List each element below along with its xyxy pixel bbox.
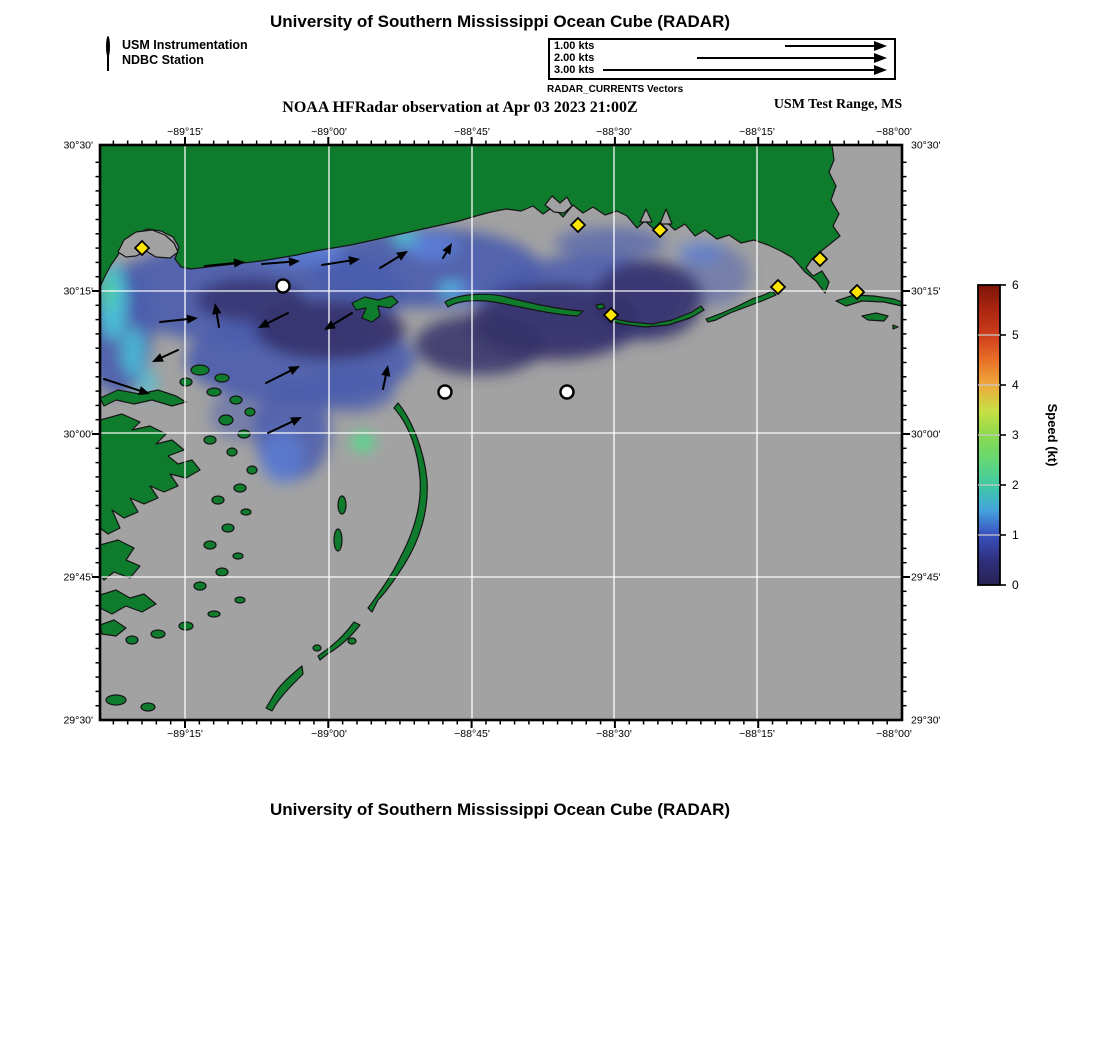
lat-tick-label: 30°00' — [63, 428, 93, 441]
lon-tick-label: −89°15' — [167, 728, 203, 740]
lat-tick-label: 29°45' — [63, 571, 93, 584]
ship-island-dot — [596, 304, 605, 309]
lat-tick-label: 30°30' — [63, 139, 93, 152]
speed-blob — [440, 283, 460, 295]
vector-scale-row-2 — [550, 52, 894, 64]
colorbar-tick-label: 1 — [1012, 528, 1019, 542]
usm-station-marker — [277, 280, 290, 293]
page-title: University of Southern Mississippi Ocean Cube (RADAR) — [269, 12, 731, 31]
legend-item-usm — [105, 37, 248, 52]
lon-tick-label: −89°00' — [311, 126, 347, 138]
islet — [338, 496, 346, 514]
scale-arrow-shaft — [697, 57, 874, 59]
islet — [348, 638, 356, 644]
bottom-page-title: University of Southern Mississippi Ocean Cube (RADAR) — [269, 800, 731, 819]
vector-scale-row-1 — [550, 40, 894, 52]
usm-instrumentation-icon — [105, 38, 118, 51]
observation-subtitle: NOAA HFRadar observation at Apr 03 2023 21:00Z — [282, 99, 638, 116]
islet — [334, 529, 342, 551]
vector-scale-label: 2.00 kts — [554, 52, 595, 64]
legend-label: NDBC Station — [122, 52, 204, 67]
vector-scale-caption: RADAR_CURRENTS Vectors — [547, 84, 684, 95]
lat-tick-label: 30°30' — [911, 139, 941, 152]
colorbar-axis-label: Speed (kt) — [1045, 403, 1060, 467]
lat-tick-label: 30°15' — [63, 285, 93, 298]
map-legend — [105, 37, 248, 67]
colorbar-tick-label: 0 — [1012, 578, 1019, 592]
lon-tick-label: −88°45' — [454, 126, 490, 138]
speed-blob — [260, 432, 304, 484]
speed-blob — [121, 327, 145, 377]
scale-arrow-head-icon — [874, 65, 887, 75]
colorbar-tick-label: 6 — [1012, 278, 1019, 292]
lat-tick-label: 30°00' — [911, 428, 941, 441]
speed-blob — [555, 227, 665, 259]
colorbar-tick-label: 3 — [1012, 428, 1019, 442]
lon-tick-label: −88°30' — [596, 126, 632, 138]
colorbar-tick-label: 5 — [1012, 328, 1019, 342]
islet — [313, 645, 321, 651]
scale-arrow-shaft — [603, 69, 874, 71]
speed-blob — [415, 315, 545, 375]
lon-tick-label: −88°00' — [876, 728, 912, 740]
scale-arrow-head-icon — [874, 53, 887, 63]
lat-tick-label: 30°15' — [911, 285, 941, 298]
usm-station-marker — [439, 386, 452, 399]
scale-arrow-head-icon — [874, 41, 887, 51]
vector-scale-label: 3.00 kts — [554, 64, 595, 76]
lon-tick-label: −88°30' — [596, 728, 632, 740]
speed-blob — [351, 432, 375, 452]
speed-blob — [593, 260, 703, 340]
lon-tick-label: −89°00' — [311, 728, 347, 740]
test-range-label: USM Test Range, MS — [773, 97, 903, 112]
lon-tick-label: −88°00' — [876, 126, 912, 138]
colorbar-tick-label: 2 — [1012, 478, 1019, 492]
lon-tick-label: −88°15' — [739, 126, 775, 138]
lat-tick-label: 29°30' — [63, 714, 93, 727]
vector-scale-box — [548, 38, 896, 80]
legend-label: USM Instrumentation — [122, 37, 248, 52]
lon-tick-label: −88°15' — [739, 728, 775, 740]
legend-item-ndbc — [105, 52, 248, 67]
colorbar — [978, 278, 1060, 592]
ndbc-station-icon — [105, 53, 118, 66]
vector-scale-row-3 — [550, 64, 894, 76]
lat-tick-label: 29°45' — [911, 571, 941, 584]
usm-station-marker — [561, 386, 574, 399]
speed-blob — [676, 240, 724, 264]
lon-tick-label: −88°45' — [454, 728, 490, 740]
scale-arrow-shaft — [785, 45, 874, 47]
lat-tick-label: 29°30' — [911, 714, 941, 727]
colorbar-tick-label: 4 — [1012, 378, 1019, 392]
vector-scale-label: 1.00 kts — [554, 40, 595, 52]
lon-tick-label: −89°15' — [167, 126, 203, 138]
